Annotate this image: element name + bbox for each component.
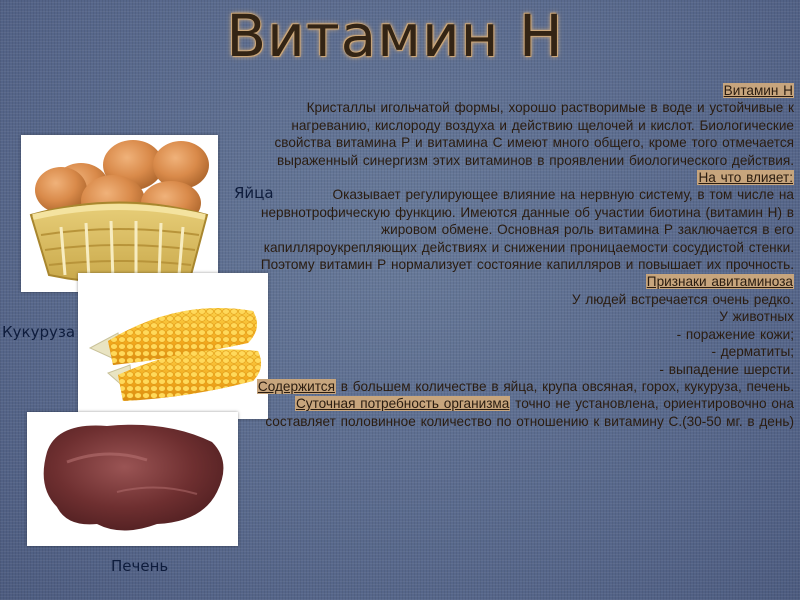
deficiency-humans: У людей встречается очень редко. bbox=[571, 291, 794, 307]
corn-image bbox=[78, 273, 268, 419]
need-label: Суточная потребность организма bbox=[295, 396, 510, 412]
corn-photo bbox=[78, 273, 268, 419]
corn-label: Кукуруза bbox=[2, 323, 76, 341]
contains-paragraph bbox=[254, 378, 794, 395]
contains-label: Содержится bbox=[257, 378, 335, 394]
deficiency-animals: У животных bbox=[719, 309, 794, 325]
intro-paragraph: Кристаллы игольчатой формы, хорошо растворимые в воде и устойчивые к нагреванию, кислороду воздуха и действию щелочей и кислот. Биологические свойства витамина Р и витамина С имеют много общего, кроме того отмечается выраженный синергизм этих витаминов в проявлении биологического действия. bbox=[274, 100, 794, 168]
eggs-photo bbox=[21, 135, 218, 292]
liver-label: Печень bbox=[111, 557, 169, 575]
symptom-item: - дерматиты; bbox=[711, 344, 794, 360]
symptom-item: - выпадение шерсти. bbox=[659, 361, 794, 377]
need-paragraph bbox=[254, 395, 794, 430]
liver-image bbox=[27, 412, 238, 546]
contains-text: в большем количестве в яйца, крупа овсяная, горох, кукуруза, печень. bbox=[335, 378, 794, 394]
liver-photo bbox=[27, 412, 238, 546]
slide-title: Витамин Н bbox=[226, 2, 564, 70]
need-text: точно не установлена, ориентировочно она составляет половинное количество по отношению к витамину С.(30-50 мг. в день) bbox=[265, 396, 794, 429]
vitamin-description bbox=[254, 82, 794, 430]
effect-heading: На что влияет: bbox=[698, 170, 793, 186]
symptom-item: - поражение кожи; bbox=[676, 326, 794, 342]
deficiency-heading: Признаки авитаминоза bbox=[646, 274, 793, 290]
vitamin-heading: Витамин Н bbox=[723, 83, 793, 98]
effect-paragraph: Оказывает регулирующее влияние на нервную систему, в том числе на нервнотрофическую функцию. Имеются данные об участии биотина (витамин Н) в жировом обмене. Основная роль витамина Р заключается в его капилляроукрепляющих действиях и снижении проницаемости сосудистой стенки. Поэтому витамин Р нормализует состояние капилляров и повышает их прочность. bbox=[260, 187, 794, 273]
eggs-label: Яйца bbox=[234, 184, 274, 202]
eggs-in-basket-image bbox=[21, 135, 218, 292]
